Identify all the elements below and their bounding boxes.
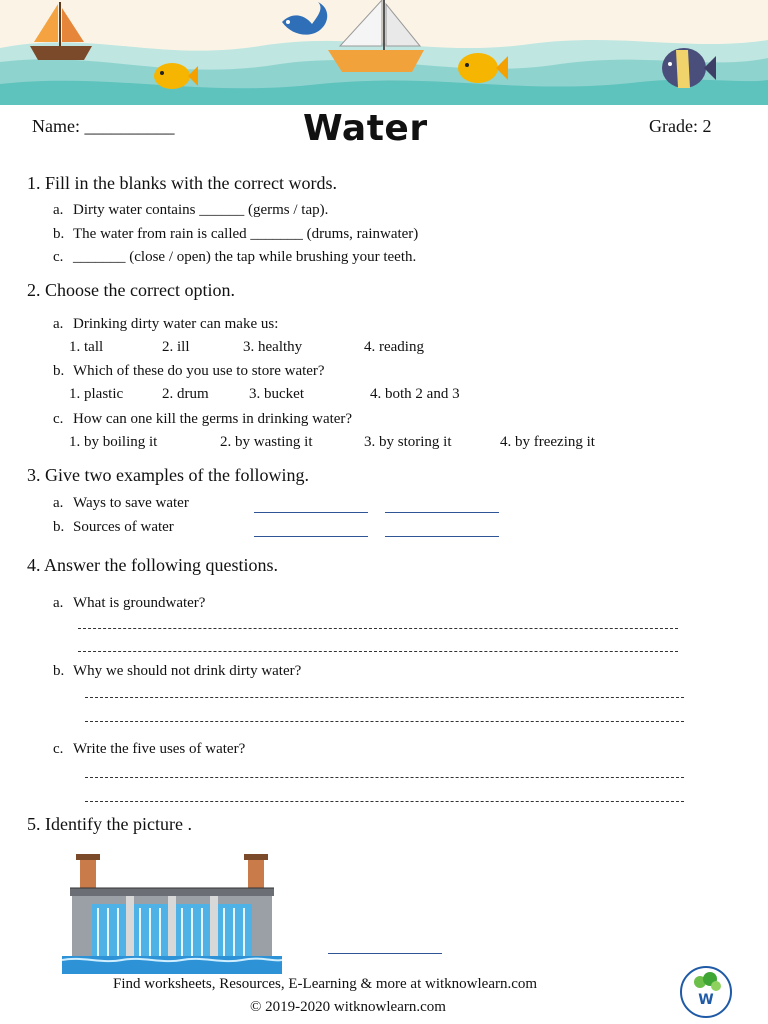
q2-option: 2. by wasting it xyxy=(220,434,313,450)
answer-line[interactable] xyxy=(85,697,684,698)
q2-option: 4. reading xyxy=(364,339,424,355)
q1-item-text: The water from rain is called _______ (drums, rainwater) xyxy=(73,226,419,242)
q3-item-marker: a. xyxy=(53,495,64,511)
logo-letter: W xyxy=(698,992,714,1008)
q2-option: 2. drum xyxy=(162,386,209,402)
q2-item-text: How can one kill the germs in drinking water? xyxy=(73,411,353,427)
question-5-heading: 5. Identify the picture . xyxy=(27,814,192,834)
q1-item-marker: c. xyxy=(53,249,64,265)
q2-item-text: Which of these do you use to store water? xyxy=(73,363,325,379)
q4-item-text: Why we should not drink dirty water? xyxy=(73,663,302,679)
q2-item-marker: b. xyxy=(53,363,65,379)
footer-text: Find worksheets, Resources, E-Learning & more at witknowlearn.com xyxy=(113,976,538,992)
q2-option: 2. ill xyxy=(162,339,190,355)
name-field-label: Name: __________ xyxy=(32,116,175,136)
q2-option: 1. plastic xyxy=(69,386,124,402)
answer-line[interactable] xyxy=(85,721,684,722)
dam-picture xyxy=(62,852,282,974)
q4-item-text: Write the five uses of water? xyxy=(73,741,246,757)
answer-blank[interactable] xyxy=(254,512,368,513)
page-title: Water xyxy=(303,108,428,149)
q4-item-marker: b. xyxy=(53,663,65,679)
q3-item-text: Ways to save water xyxy=(73,495,189,511)
question-3-heading: 3. Give two examples of the following. xyxy=(27,465,309,485)
header-illustration xyxy=(0,0,768,105)
q2-option: 3. bucket xyxy=(249,386,304,402)
answer-blank[interactable] xyxy=(328,953,442,954)
q2-option: 3. by storing it xyxy=(364,434,452,450)
q2-option: 1. by boiling it xyxy=(69,434,158,450)
answer-line[interactable] xyxy=(78,628,678,629)
q1-item-text: Dirty water contains ______ (germs / tap). xyxy=(73,202,329,218)
answer-blank[interactable] xyxy=(254,536,368,537)
q1-item-marker: b. xyxy=(53,226,65,242)
q2-item-marker: c. xyxy=(53,411,64,427)
q2-item-marker: a. xyxy=(53,316,64,332)
q2-item-text: Drinking dirty water can make us: xyxy=(73,316,279,332)
q3-item-text: Sources of water xyxy=(73,519,174,535)
answer-line[interactable] xyxy=(85,801,684,802)
question-4-heading: 4. Answer the following questions. xyxy=(27,555,278,575)
q2-option: 3. healthy xyxy=(243,339,303,355)
q1-item-text: _______ (close / open) the tap while brushing your teeth. xyxy=(73,249,417,265)
grade-label: Grade: 2 xyxy=(649,116,712,136)
q2-option: 4. both 2 and 3 xyxy=(370,386,460,402)
answer-line[interactable] xyxy=(85,777,684,778)
question-2-heading: 2. Choose the correct option. xyxy=(27,280,235,300)
witknowlearn-logo xyxy=(678,966,734,1018)
q4-item-marker: c. xyxy=(53,741,64,757)
copyright-text: © 2019-2020 witknowlearn.com xyxy=(250,999,446,1015)
q3-item-marker: b. xyxy=(53,519,65,535)
answer-blank[interactable] xyxy=(385,512,499,513)
q2-option: 4. by freezing it xyxy=(500,434,595,450)
q2-option: 1. tall xyxy=(69,339,104,355)
answer-line[interactable] xyxy=(78,651,678,652)
q1-item-marker: a. xyxy=(53,202,64,218)
q4-item-marker: a. xyxy=(53,595,64,611)
answer-blank[interactable] xyxy=(385,536,499,537)
q4-item-text: What is groundwater? xyxy=(73,595,206,611)
question-1-heading: 1. Fill in the blanks with the correct words. xyxy=(27,173,337,193)
